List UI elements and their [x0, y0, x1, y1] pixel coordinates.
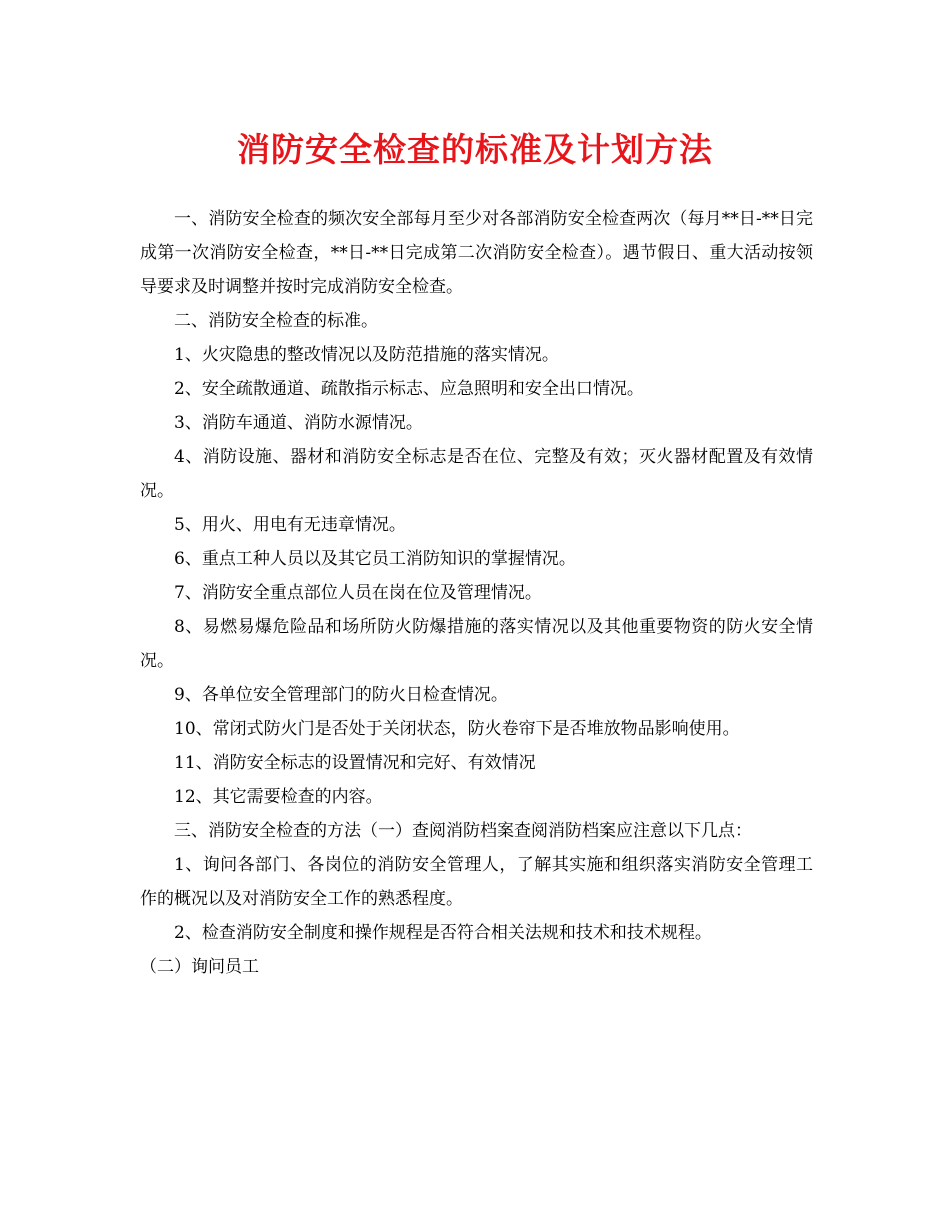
paragraph: 7、消防安全重点部位人员在岗在位及管理情况。 — [174, 583, 542, 603]
paragraph: 6、重点工种人员以及其它员工消防知识的掌握情况。 — [174, 549, 576, 569]
paragraph: 4、消防设施、器材和消防安全标志是否在位、完整及有效；灭火器材配置及有效情况。 — [140, 447, 813, 501]
paragraph: 2、检查消防安全制度和操作规程是否符合相关法规和技术和技术规程。 — [174, 923, 712, 943]
paragraph: 9、各单位安全管理部门的防火日检查情况。 — [174, 685, 508, 705]
paragraph: 8、易燃易爆危险品和场所防火防爆措施的落实情况以及其他重要物资的防火安全情况。 — [140, 617, 813, 671]
paragraph: 3、消防车通道、消防水源情况。 — [174, 413, 423, 433]
paragraph: 1、火灾隐患的整改情况以及防范措施的落实情况。 — [174, 345, 559, 365]
paragraph: 11、消防安全标志的设置情况和完好、有效情况 — [174, 753, 536, 773]
paragraph: 三、消防安全检查的方法（一）查阅消防档案查阅消防档案应注意以下几点： — [174, 821, 752, 841]
paragraph: 5、用火、用电有无违章情况。 — [174, 515, 406, 535]
paragraph: 12、其它需要检查的内容。 — [174, 787, 383, 807]
paragraph: （二）询问员工 — [140, 957, 259, 977]
paragraph: 二、消防安全检查的标准。 — [174, 311, 378, 331]
document-title: 消防安全检查的标准及计划方法 — [237, 130, 713, 169]
paragraph: 一、消防安全检查的频次安全部每月至少对各部消防安全检查两次（每月**日-**日完成第一次消防安全检查，**日-**日完成第二次消防安全检查）。遇节假日、重大活动按领导要求及时调整并按时完成消防安全检查。 — [140, 209, 813, 297]
paragraph: 10、常闭式防火门是否处于关闭状态，防火卷帘下是否堆放物品影响使用。 — [174, 719, 740, 739]
paragraph: 2、安全疏散通道、疏散指示标志、应急照明和安全出口情况。 — [174, 379, 644, 399]
document-body — [140, 202, 813, 984]
paragraph: 1、询问各部门、各岗位的消防安全管理人，了解其实施和组织落实消防安全管理工作的概况以及对消防安全工作的熟悉程度。 — [140, 855, 813, 909]
